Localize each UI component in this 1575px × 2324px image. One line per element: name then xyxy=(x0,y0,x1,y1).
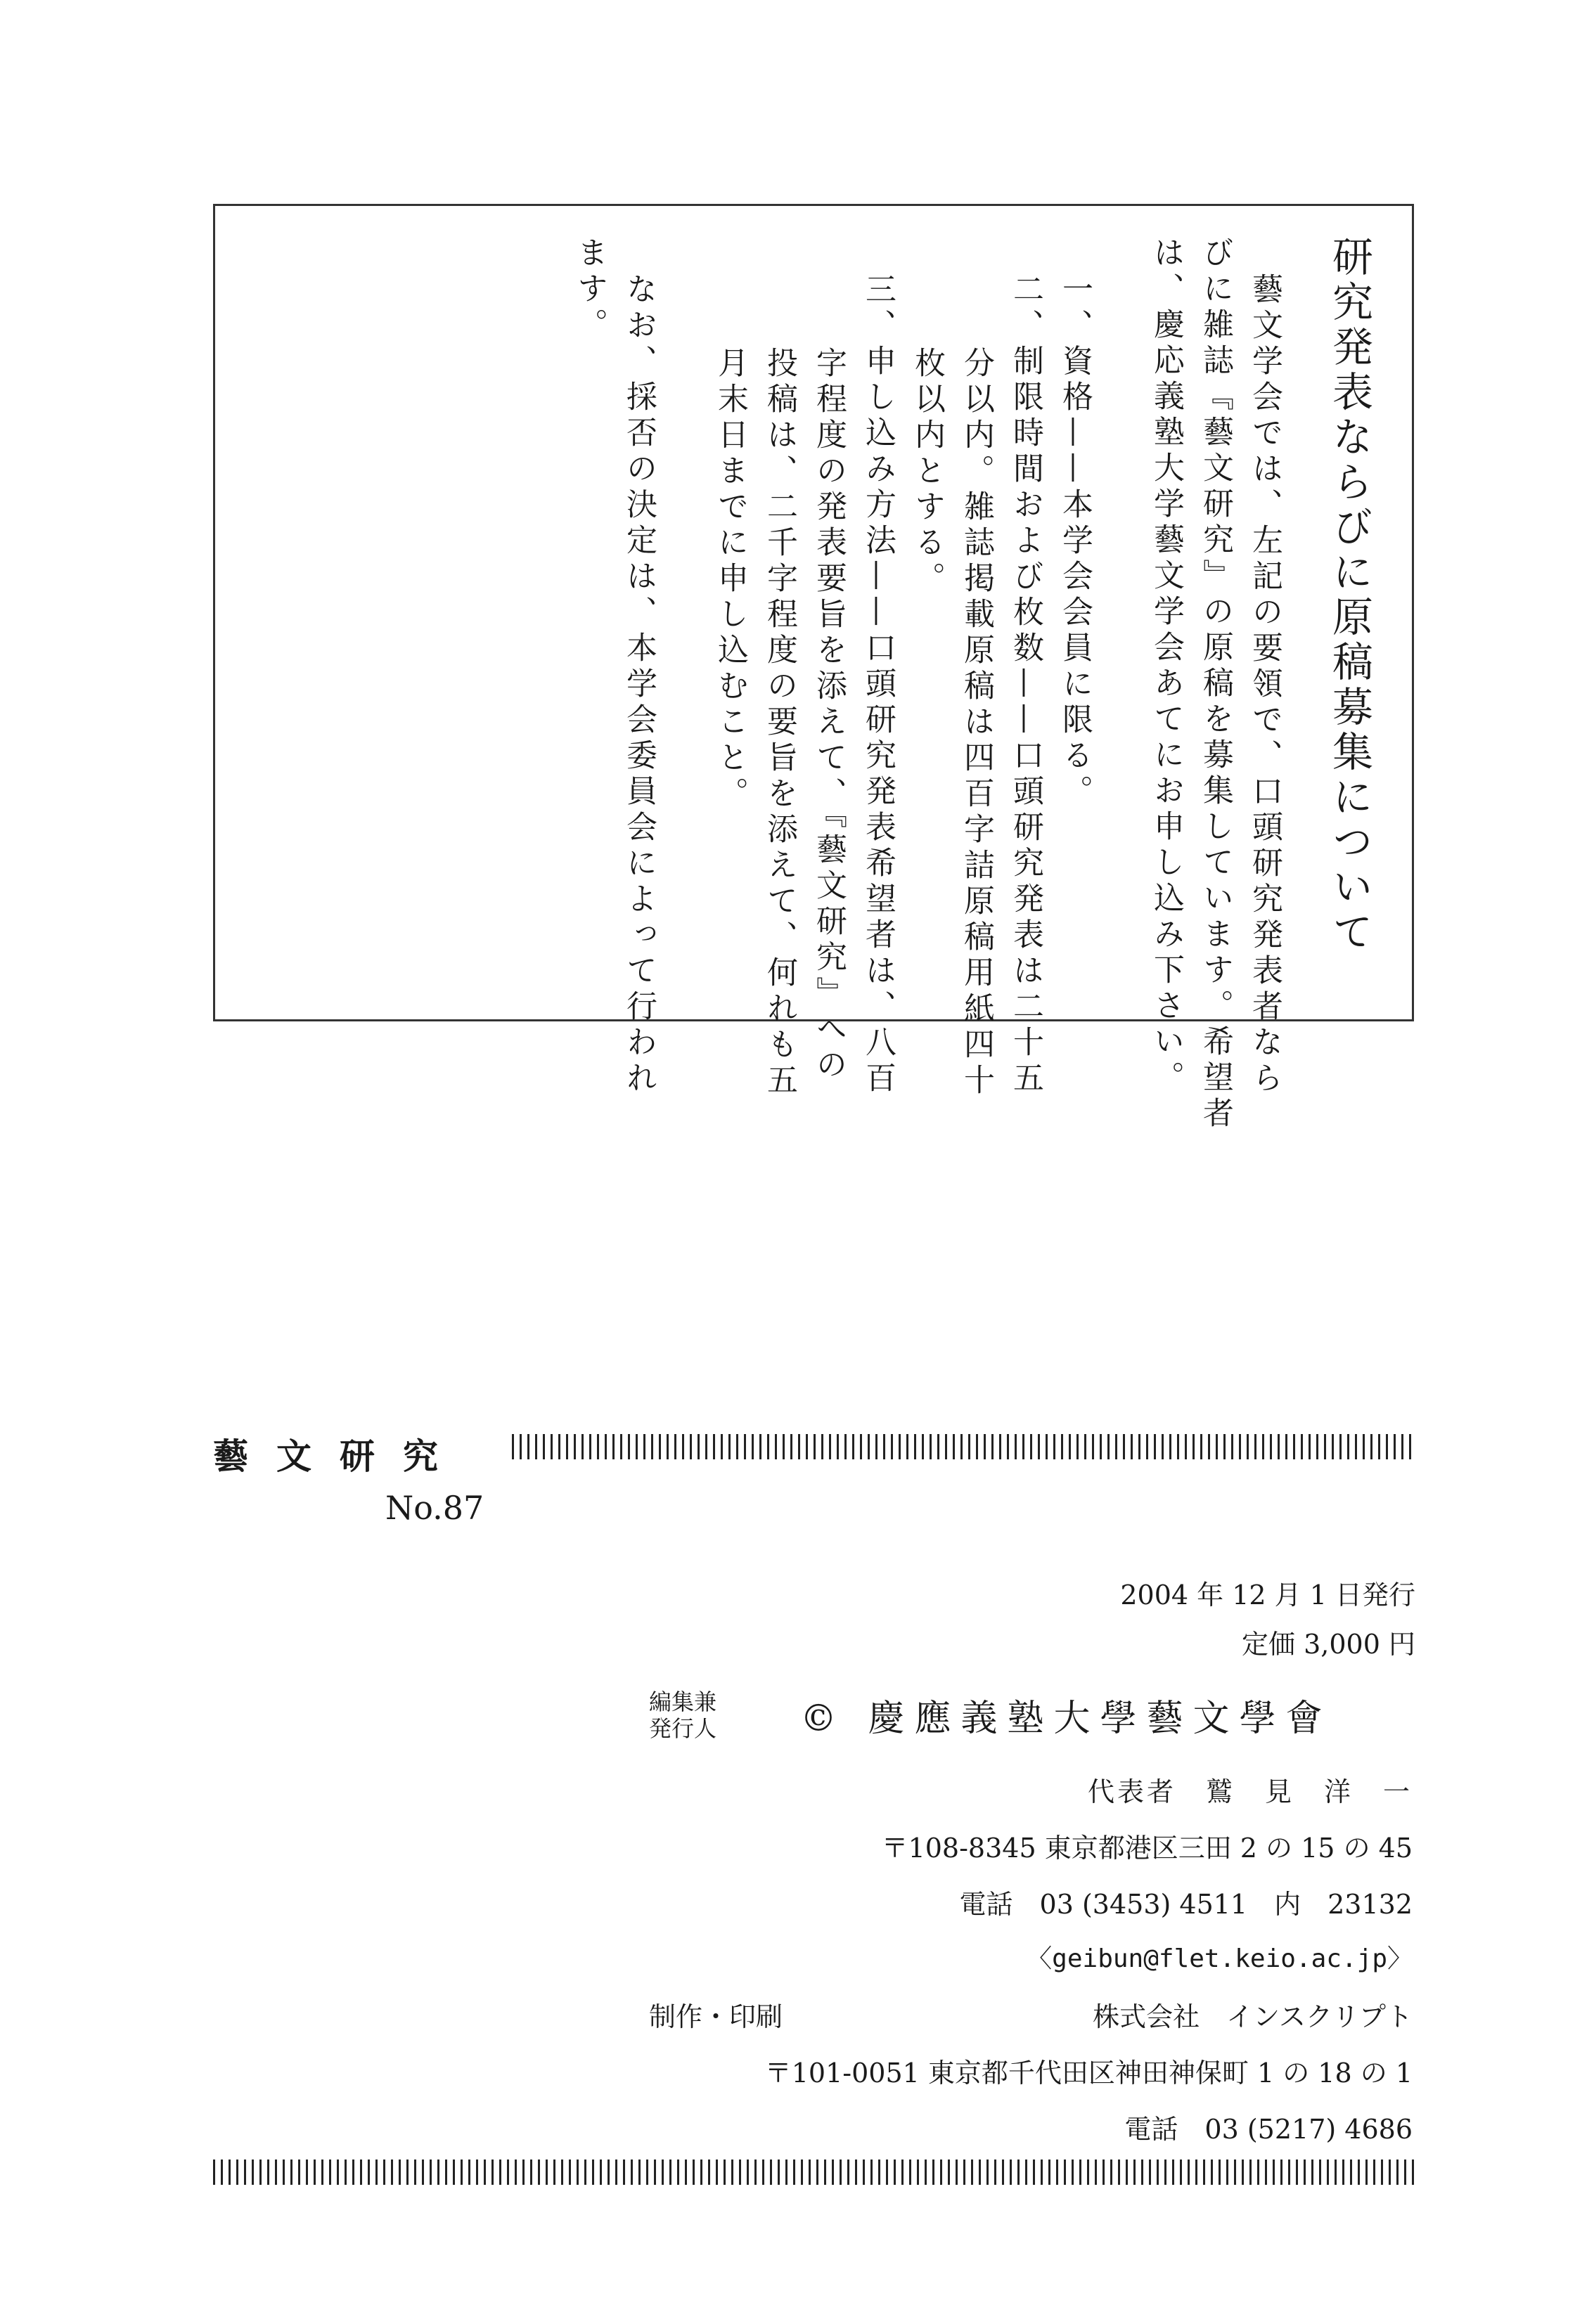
item-limit-line-3: 枚以内とする。 xyxy=(909,347,945,598)
decorative-rule-bottom xyxy=(213,2160,1415,2185)
decorative-rule-top xyxy=(512,1434,1415,1459)
intro-line-3: は、慶応義塾大学藝文学会あてにお申し込み下さい。 xyxy=(1148,236,1184,1097)
journal-title: 藝文研究 xyxy=(213,1436,466,1477)
closing-line-2: ます。 xyxy=(572,236,608,344)
intro-line-1: 藝文学会では、左記の要領で、口頭研究発表者なら xyxy=(1247,273,1282,1097)
notice-title: 研究発表ならびに原稿募集について xyxy=(1325,235,1373,955)
printer-phone: 電話 03 (5217) 4686 xyxy=(1124,2114,1413,2145)
publication-date: 2004 年 12 月 1 日発行 xyxy=(1120,1580,1415,1610)
item-apply-line-1: 三、申し込み方法——口頭研究発表希望者は、八百 xyxy=(860,273,896,1097)
price: 定価 3,000 円 xyxy=(1242,1629,1415,1660)
item-apply-line-2: 字程度の発表要旨を添えて、『藝文研究』への xyxy=(811,347,847,1084)
society-phone: 電話 03 (3453) 4511 内 23132 xyxy=(959,1889,1413,1920)
item-limit-line-1: 二、制限時間および枚数——口頭研究発表は二十五 xyxy=(1008,273,1043,1097)
printer-address: 〒101-0051 東京都千代田区神田神保町 1 の 18 の 1 xyxy=(764,2058,1413,2089)
society-address: 〒108-8345 東京都港区三田 2 の 15 の 45 xyxy=(881,1833,1413,1864)
recruitment-notice-box xyxy=(213,204,1414,1132)
colophon xyxy=(213,1427,1415,2186)
item-qualification: 一、資格——本学会会員に限る。 xyxy=(1057,273,1093,811)
issue-number: No.87 xyxy=(385,1489,484,1527)
printer-label: 制作・印刷 xyxy=(649,2001,783,2032)
editor-publisher-label-line-2: 発行人 xyxy=(649,1715,717,1742)
editor-publisher-label-line-1: 編集兼 xyxy=(649,1689,717,1715)
intro-line-2: びに雑誌『藝文研究』の原稿を募集しています。希望者 xyxy=(1197,236,1233,1132)
printer-name: 株式会社 インスクリプト xyxy=(1093,2001,1413,2032)
item-apply-line-4: 月末日までに申し込むこと。 xyxy=(712,347,748,813)
society-name: © 慶應義塾大學藝文學會 xyxy=(800,1698,1332,1740)
society-email: 〈geibun@flet.keio.ac.jp〉 xyxy=(1027,1944,1413,1973)
item-limit-line-2: 分以内。雑誌掲載原稿は四百字詰原稿用紙四十 xyxy=(958,347,994,1099)
closing-line-1: なお、採否の決定は、本学会委員会によって行われ xyxy=(621,273,657,1097)
item-apply-line-3: 投稿は、二千字程度の要旨を添えて、何れも五 xyxy=(761,347,797,1099)
representative: 代表者 鷲 見 洋 一 xyxy=(1087,1776,1413,1807)
